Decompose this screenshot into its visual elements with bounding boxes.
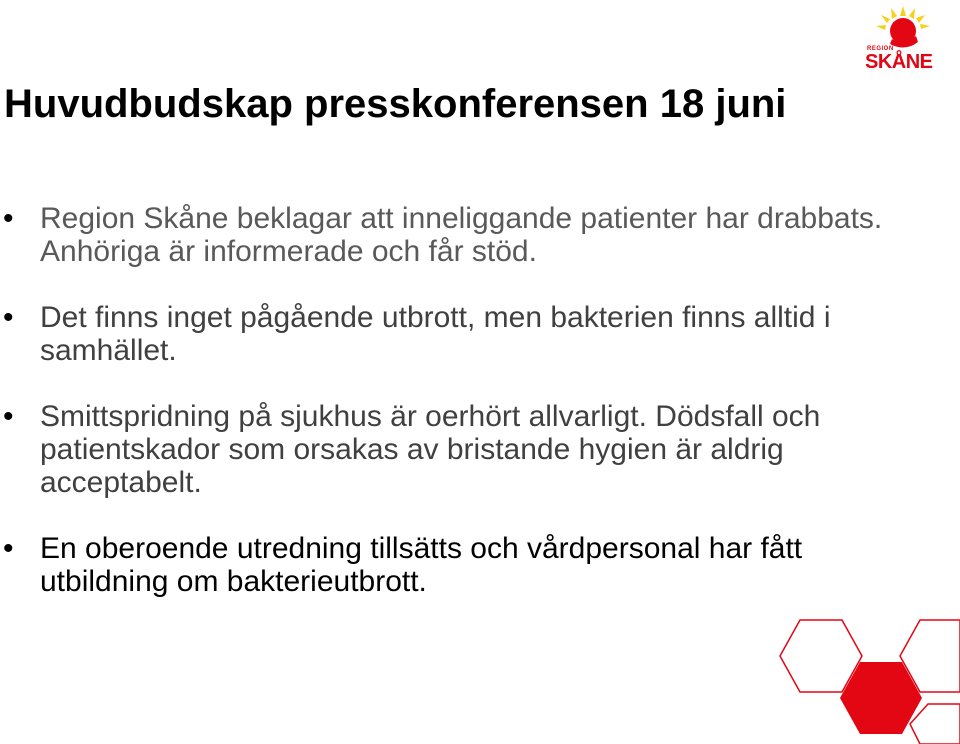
decorative-hexagons (760, 600, 960, 744)
bullet-item (0, 400, 900, 499)
hexagon-outline-bottom (910, 704, 960, 744)
bullet-text: Det finns inget pågående utbrott, men bakterien finns alltid i samhället. (40, 301, 831, 367)
bullet-text: Smittspridning på sjukhus är oerhört allvarligt. Dödsfall och patientskador som orsakas av bristande hygien är aldrig acceptabelt. (40, 400, 821, 499)
bullet-dot-icon: • (3, 532, 14, 565)
logo-region-text: REGION (867, 46, 894, 52)
bullet-item (0, 202, 900, 268)
bullet-dot-icon: • (3, 400, 14, 433)
bullet-dot-icon: • (3, 202, 14, 235)
bullet-list (0, 202, 900, 631)
bullet-text: Region Skåne beklagar att inneliggande patienter har drabbats. Anhöriga är informerade och får stöd. (40, 202, 883, 268)
bullet-item (0, 301, 900, 367)
bullet-text: En oberoende utredning tillsätts och vårdpersonal har fått utbildning om bakterieutbrott. (40, 532, 803, 598)
logo-skane-text: SKÅNE (865, 51, 933, 73)
bullet-dot-icon: • (3, 301, 14, 334)
bullet-item (0, 532, 900, 598)
slide-title: Huvudbudskap presskonferensen 18 juni (4, 82, 787, 126)
sun-sunflower-icon (876, 6, 930, 48)
